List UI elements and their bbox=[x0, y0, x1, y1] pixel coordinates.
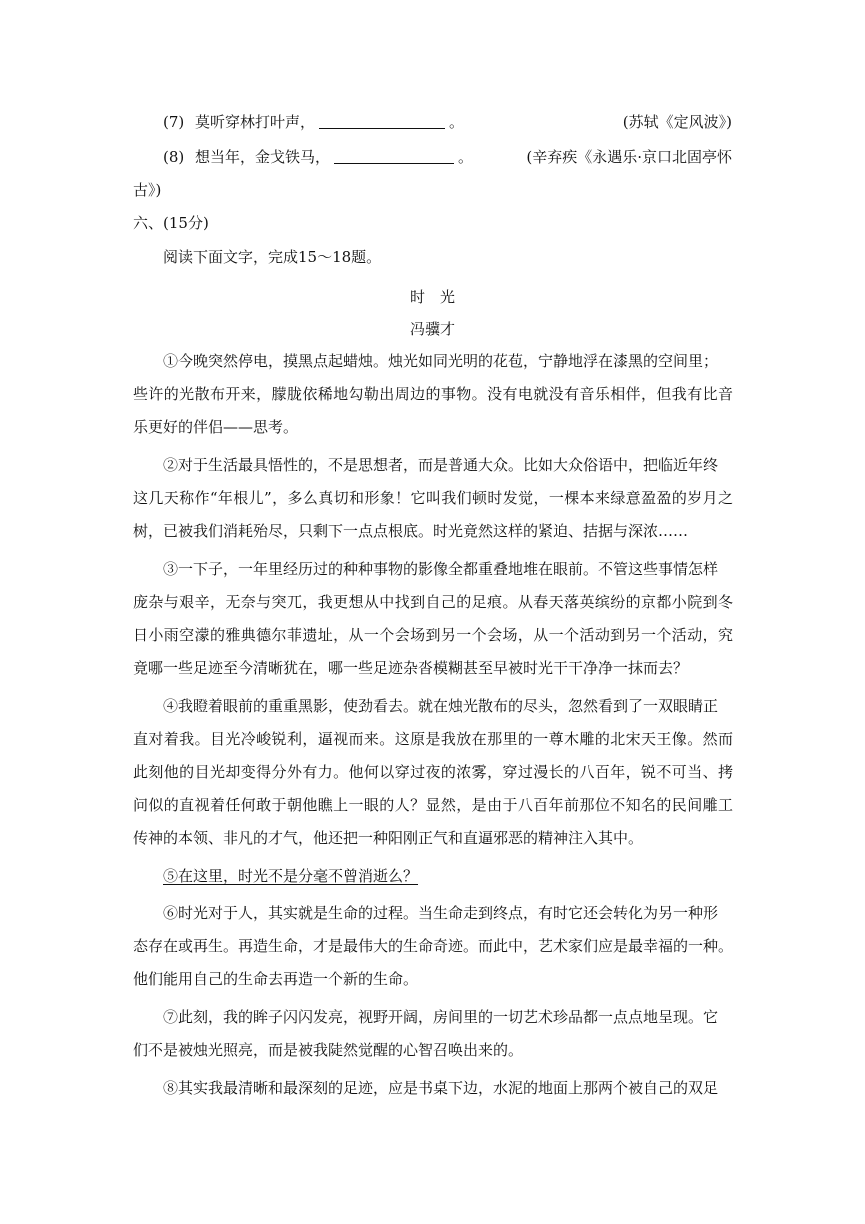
question-7-end: 。 bbox=[449, 113, 465, 131]
paragraph-line: 日小雨空濛的雅典德尔菲遗址，从一个会场到另一个会场，从一个活动到另一个活动，究 bbox=[133, 626, 733, 644]
paragraph-line: ⑧其实我最清晰和最深刻的足迹，应是书桌下边，水泥的地面上那两个被自己的双足 bbox=[163, 1079, 719, 1097]
paragraph-line: 态存在或再生。再造生命，才是最伟大的生命奇迹。而此中，艺术家们应是最幸福的一种。 bbox=[133, 937, 734, 955]
question-8-end: 。 bbox=[458, 148, 474, 166]
paragraph-line: 竟哪一些足迹至今清晰犹在，哪一些足迹杂沓模糊甚至早被时光干干净净一抹而去？ bbox=[133, 659, 689, 677]
article-title: 时 光 bbox=[409, 288, 455, 306]
paragraph-line: 他们能用自己的生命去再造一个新的生命。 bbox=[133, 970, 419, 988]
question-7-source: (苏轼《定风波》) bbox=[622, 113, 732, 131]
paragraph-line: 这几天称作“年根儿”，多么真切和形象！它叫我们顿时发觉，一棵本来绿意盈盈的岁月之 bbox=[133, 489, 733, 507]
question-8-number: (8) bbox=[163, 148, 185, 166]
paragraph-line: ⑦此刻，我的眸子闪闪发亮，视野开阔，房间里的一切艺术珍品都一点点地呈现。它 bbox=[163, 1008, 719, 1026]
question-8 bbox=[163, 141, 473, 174]
paragraph-line: ④我瞪着眼前的重重黑影，使劲看去。就在烛光散布的尽头，忽然看到了一双眼睛正 bbox=[163, 697, 719, 715]
underlined-sentence: ⑤在这里，时光不是分毫不曾消逝么？ bbox=[163, 867, 419, 885]
article-author: 冯骥才 bbox=[409, 320, 455, 338]
paragraph-line: ③一下子，一年里经历过的种种事物的影像全都重叠地堆在眼前。不管这些事情怎样 bbox=[163, 560, 719, 578]
paragraph-line: ⑥时光对于人，其实就是生命的过程。当生命走到终点，有时它还会转化为另一种形 bbox=[163, 904, 719, 922]
paragraph-line: 们不是被烛光照亮，而是被我陡然觉醒的心智召唤出来的。 bbox=[133, 1041, 524, 1059]
paragraph-line: 乐更好的伴侣——思考。 bbox=[133, 418, 299, 436]
answer-blank-8[interactable] bbox=[334, 162, 454, 164]
paragraph-line: 庞杂与艰辛，无奈与突兀，我更想从中找到自己的足痕。从春天落英缤纷的京都小院到冬 bbox=[133, 593, 733, 611]
question-7-number: (7) bbox=[163, 113, 185, 131]
paragraph-line: 些许的光散布开来，朦胧依稀地勾勒出周边的事物。没有电就没有音乐相伴，但我有比音 bbox=[133, 385, 733, 403]
paragraph-line-underlined bbox=[163, 860, 418, 893]
section-instruction: 阅读下面文字，完成15～18题。 bbox=[163, 248, 382, 266]
question-7-text: 莫听穿林打叶声， bbox=[195, 113, 316, 131]
question-8-text: 想当年，金戈铁马， bbox=[195, 148, 331, 166]
section-heading: 六、(15分) bbox=[133, 214, 209, 232]
question-8-source-cont: 古》) bbox=[133, 181, 162, 199]
answer-blank-7[interactable] bbox=[319, 127, 445, 129]
paragraph-line: 直对着我。目光冷峻锐利，逼视而来。这原是我放在那里的一尊木雕的北宋天王像。然而 bbox=[133, 730, 733, 748]
paragraph-line: 传神的本领、非凡的才气，他还把一种阳刚正气和直逼邪恶的精神注入其中。 bbox=[133, 829, 644, 847]
paragraph-line: ①今晚突然停电，摸黑点起蜡烛。烛光如同光明的花苞，宁静地浮在漆黑的空间里； bbox=[163, 352, 719, 370]
question-7 bbox=[163, 106, 464, 139]
paragraph-line: 树，已被我们消耗殆尽，只剩下一点点根底。时光竟然这样的紧迫、拮据与深浓…… bbox=[133, 522, 689, 540]
paragraph-line: 此刻他的目光却变得分外有力。他何以穿过夜的浓雾，穿过漫长的八百年，锐不可当、拷 bbox=[133, 763, 733, 781]
paragraph-line: ②对于生活最具悟性的，不是思想者，而是普通大众。比如大众俗语中，把临近年终 bbox=[163, 456, 719, 474]
question-8-source: (辛弃疾《永遇乐·京口北固亭怀 bbox=[526, 148, 732, 166]
paragraph-line: 问似的直视着任何敢于朝他瞧上一眼的人？显然，是由于八百年前那位不知名的民间雕工 bbox=[133, 796, 733, 814]
